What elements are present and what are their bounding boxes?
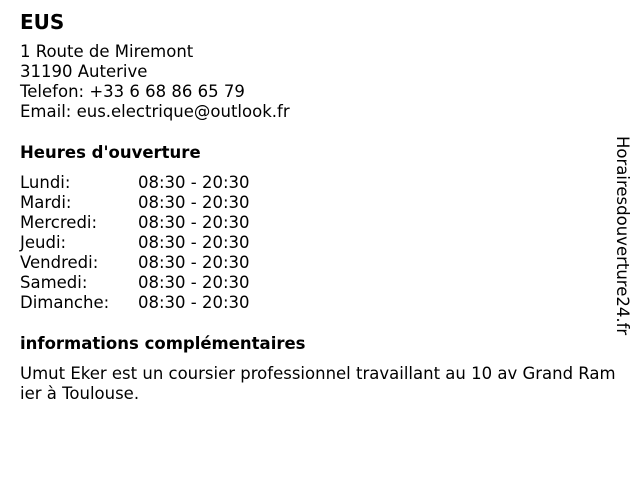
hours-day: Dimanche: — [20, 293, 110, 312]
hours-row-lundi — [20, 173, 620, 193]
hours-time: 08:30 - 20:30 — [138, 173, 250, 192]
hours-day: Mardi: — [20, 193, 72, 212]
hours-time: 08:30 - 20:30 — [138, 233, 250, 252]
email-line: Email: eus.electrique@outlook.fr — [20, 102, 290, 121]
hours-row-vendredi — [20, 253, 620, 273]
business-name: EUS — [20, 10, 65, 34]
hours-row-mercredi — [20, 213, 620, 233]
hours-time: 08:30 - 20:30 — [138, 273, 250, 292]
hours-time: 08:30 - 20:30 — [138, 293, 250, 312]
side-brand-text: Horairesdouverture24.fr — [613, 136, 632, 336]
hours-row-mardi — [20, 193, 620, 213]
hours-heading: Heures d'ouverture — [20, 143, 201, 162]
info-text: Umut Eker est un coursier professionnel travaillant au 10 av Grand Ramier à Toulouse. — [20, 364, 616, 403]
hours-day: Mercredi: — [20, 213, 98, 232]
hours-time: 08:30 - 20:30 — [138, 193, 250, 212]
hours-row-dimanche — [20, 293, 620, 313]
hours-list — [20, 173, 620, 313]
hours-day: Vendredi: — [20, 253, 99, 272]
phone-line: Telefon: +33 6 68 86 65 79 — [20, 82, 245, 101]
info-heading: informations complémentaires — [20, 334, 306, 353]
hours-day: Lundi: — [20, 173, 71, 192]
address-line-2: 31190 Auterive — [20, 62, 148, 81]
hours-row-samedi — [20, 273, 620, 293]
hours-day: Samedi: — [20, 273, 88, 292]
hours-time: 08:30 - 20:30 — [138, 253, 250, 272]
address-line-1: 1 Route de Miremont — [20, 42, 194, 61]
business-card — [20, 10, 620, 404]
hours-time: 08:30 - 20:30 — [138, 213, 250, 232]
hours-row-jeudi — [20, 233, 620, 253]
hours-day: Jeudi: — [20, 233, 67, 252]
